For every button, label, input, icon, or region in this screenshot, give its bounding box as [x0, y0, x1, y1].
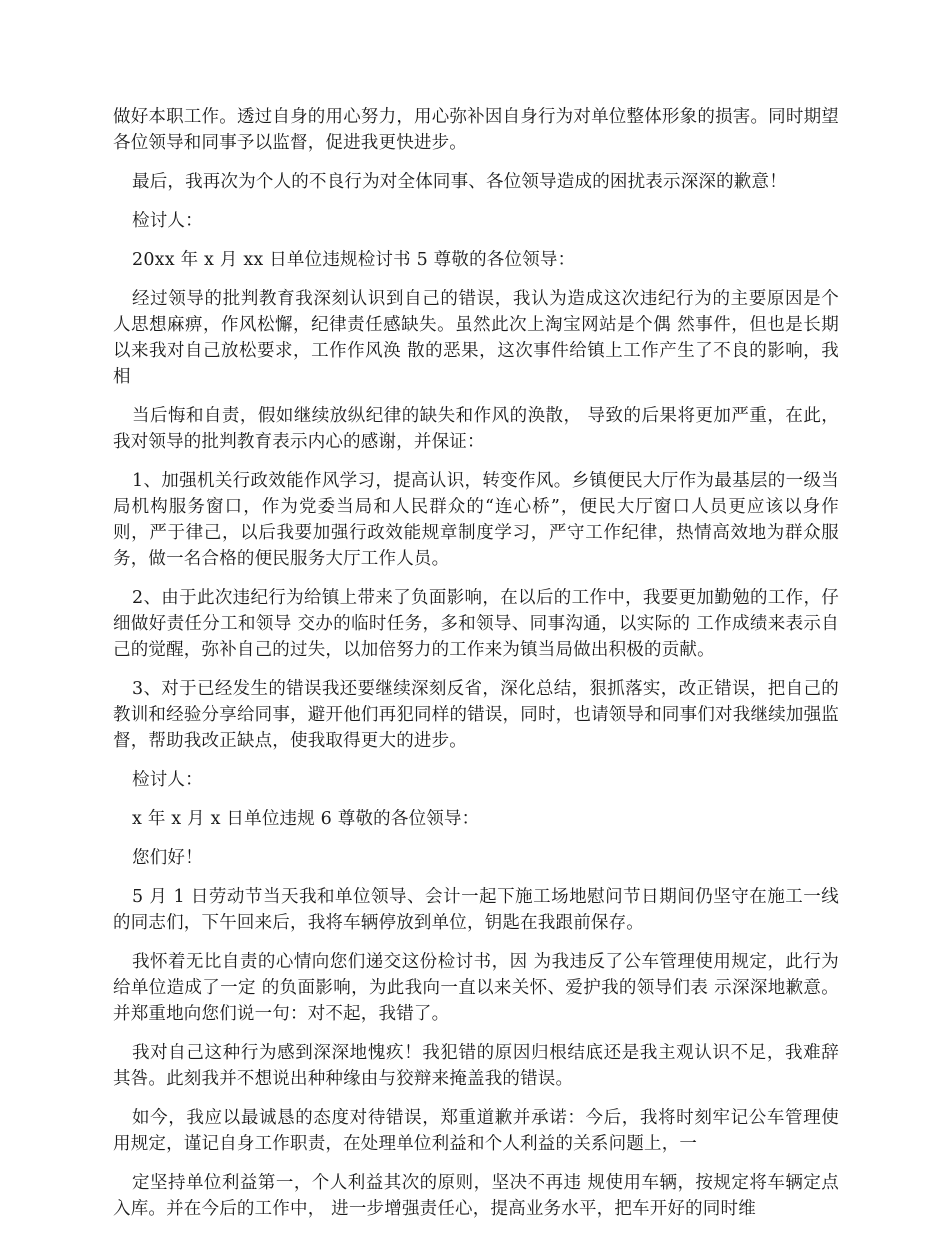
paragraph: 定坚持单位利益第一，个人利益其次的原则，坚决不再违 规使用车辆，按规定将车辆定点入库。并在今后的工作中， 进一步增强责任心，提高业务水平，把车开好的同时维 [113, 1173, 839, 1219]
signature-label: 检讨人： [132, 770, 203, 790]
paragraph: 做好本职工作。透过自身的用心努力，用心弥补因自身行为对单位整体形象的损害。同时期望各位领导和同事予以监督，促进我更快进步。 [113, 107, 839, 153]
greeting: 您们好！ [132, 848, 203, 868]
paragraph: 我怀着无比自责的心情向您们递交这份检讨书，因 为我违反了公车管理使用规定，此行为给单位造成了一定 的负面影响，为此我向一直以来关怀、爱护我的领导们表 示深深地歉意。并郑重地向您们说一句：对不起，我错了。 [113, 952, 839, 1024]
section-heading: 20xx 年 x 月 xx 日单位违规检讨书 5 尊敬的各位领导： [132, 250, 576, 270]
section-heading: x 年 x 月 x 日单位违规 6 尊敬的各位领导： [132, 809, 480, 829]
signature-label: 检讨人： [132, 211, 203, 231]
document-body [113, 104, 839, 1235]
list-item: 3、对于已经发生的错误我还要继续深刻反省，深化总结，狠抓落实，改正错误，把自己的教训和经验分享给同事，避开他们再犯同样的错误，同时，也请领导和同事们对我继续加强监督，帮助我改正缺点，使我取得更大的进步。 [113, 679, 839, 751]
paragraph: 如今，我应以最诚恳的态度对待错误，郑重道歉并承诺：今后，我将时刻牢记公车管理使用规定，谨记自身工作职责，在处理单位利益和个人利益的关系问题上，一 [113, 1108, 839, 1154]
list-item: 1、加强机关行政效能作风学习，提高认识，转变作风。乡镇便民大厅作为最基层的一级当局机构服务窗口，作为党委当局和人民群众的“连心桥”，便民大厅窗口人员更应该以身作则，严于律己，以后我要加强行政效能规章制度学习，严守工作纪律，热情高效地为群众服务，做一名合格的便民服务大厅工作人员。 [113, 471, 839, 569]
paragraph: 当后悔和自责，假如继续放纵纪律的缺失和作风的涣散， 导致的后果将更加严重，在此，我对领导的批判教育表示内心的感谢，并保证： [113, 406, 839, 452]
paragraph: 最后，我再次为个人的不良行为对全体同事、各位领导造成的困扰表示深深的歉意！ [132, 172, 787, 192]
paragraph: 5 月 1 日劳动节当天我和单位领导、会计一起下施工场地慰问节日期间仍坚守在施工一线的同志们，下午回来后，我将车辆停放到单位，钥匙在我跟前保存。 [113, 887, 839, 933]
paragraph: 我对自己这种行为感到深深地愧疚！我犯错的原因归根结底还是我主观认识不足，我难辞其咎。此刻我并不想说出种种缘由与狡辩来掩盖我的错误。 [113, 1043, 839, 1089]
list-item: 2、由于此次违纪行为给镇上带来了负面影响，在以后的工作中，我要更加勤勉的工作，仔细做好责任分工和领导 交办的临时任务，多和领导、同事沟通，以实际的 工作成绩来表示自己的觉醒，弥补自己的过失，以加倍努力的工作来为镇当局做出积极的贡献。 [113, 588, 839, 660]
paragraph: 经过领导的批判教育我深刻认识到自己的错误，我认为造成这次违纪行为的主要原因是个人思想麻痹，作风松懈，纪律责任感缺失。虽然此次上淘宝网站是个偶 然事件，但也是长期以来我对自己放松要求，工作作风涣 散的恶果，这次事件给镇上工作产生了不良的影响，我相 [113, 289, 839, 387]
